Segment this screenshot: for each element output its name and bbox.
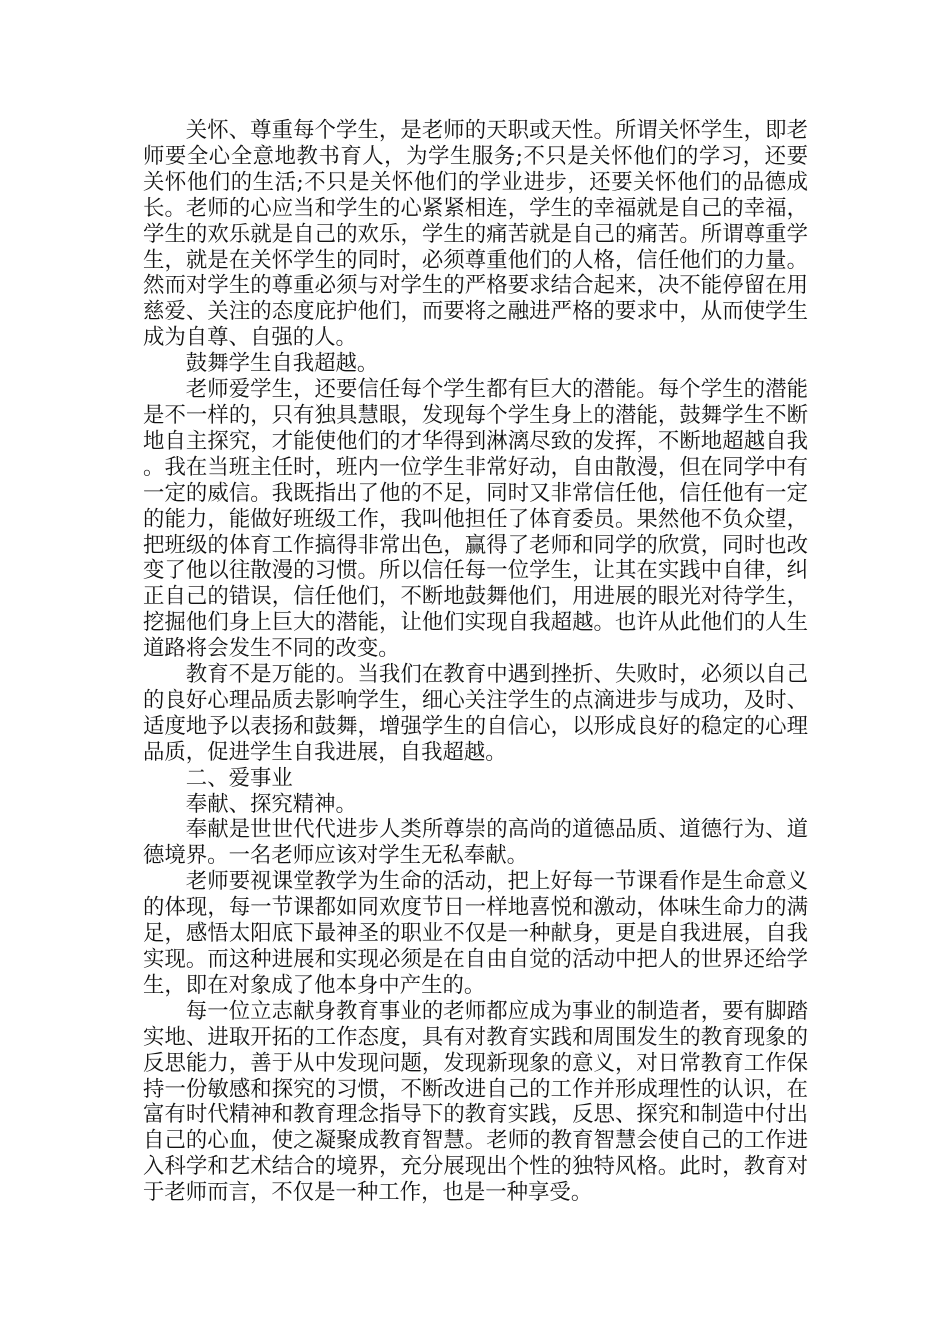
paragraph-classroom-teaching: 老师要视课堂教学为生命的活动，把上好每一节课看作是生命意义的体现，每一节课都如同欢度节日一样地喜悦和激动，体味生命力的满足，感悟太阳底下最神圣的职业不仅是一种献身，更是自我进展，自我实现。而这种进展和实现必须是在自由自觉的活动中把人的世界还给学生，即在对象成了他本身中产生的。	[143, 869, 808, 998]
paragraph-education-not-omnipotent: 教育不是万能的。当我们在教育中遇到挫折、失败时，必须以自己的良好心理品质去影响学生，细心关注学生的点滴进步与成功，及时、适度地予以表扬和鼓舞，增强学生的自信心，以形成良好的稳定的心理品质，促进学生自我进展，自我超越。	[143, 662, 808, 765]
paragraph-dedication: 奉献是世世代代进步人类所尊崇的高尚的道德品质、道德行为、道德境界。一名老师应该对学生无私奉献。	[143, 817, 808, 869]
section-heading-love-career: 二、爱事业	[185, 765, 293, 791]
paragraph-trust-potential: 老师爱学生，还要信任每个学生都有巨大的潜能。每个学生的潜能是不一样的，只有独具慧眼，发现每个学生身上的潜能，鼓舞学生不断地自主探究，才能使他们的才华得到淋漓尽致的发挥，不断地超越自我。我在当班主任时，班内一位学生非常好动，自由散漫，但在同学中有一定的威信。我既指出了他的不足，同时又非常信任他，信任他有一定的能力，能做好班级工作，我叫他担任了体育委员。果然他不负众望，把班级的体育工作搞得非常出色，赢得了老师和同学的欣赏，同时也改变了他以往散漫的习惯。所以信任每一位学生，让其在实践中自律，纠正自己的错误，信任他们，不断地鼓舞他们，用进展的眼光对待学生，挖掘他们身上巨大的潜能，让他们实现自我超越。也许从此他们的人生道路将会发生不同的改变。	[143, 377, 808, 662]
paragraph-care-respect: 关怀、尊重每个学生，是老师的天职或天性。所谓关怀学生，即老师要全心全意地教书育人，为学生服务;不只是关怀他们的学习，还要关怀他们的生活;不只是关怀他们的学业进步，还要关怀他们的品德成长。老师的心应当和学生的心紧紧相连，学生的幸福就是自己的幸福，学生的欢乐就是自己的欢乐，学生的痛苦就是自己的痛苦。所谓尊重学生，就是在关怀学生的同时，必须尊重他们的人格，信任他们的力量。然而对学生的尊重必须与对学生的严格要求结合起来，决不能停留在用慈爱、关注的态度庇护他们，而要将之融进严格的要求中，从而使学生成为自尊、自强的人。	[143, 118, 808, 351]
paragraph-heading-encourage: 鼓舞学生自我超越。	[185, 351, 379, 377]
paragraph-teacher-creator: 每一位立志献身教育事业的老师都应成为事业的制造者，要有脚踏实地、进取开拓的工作态度，具有对教育实践和周围发生的教育现象的反思能力，善于从中发现问题，发现新现象的意义，对日常教育工作保持一份敏感和探究的习惯，不断改进自己的工作并形成理性的认识，在富有时代精神和教育理念指导下的教育实践，反思、探究和制造中付出自己的心血，使之凝聚成教育智慧。老师的教育智慧会使自己的工作进入科学和艺术结合的境界，充分展现出个性的独特风格。此时，教育对于老师而言，不仅是一种工作，也是一种享受。	[143, 998, 808, 1206]
document-body	[143, 118, 808, 1206]
paragraph-heading-dedication: 奉献、探究精神。	[185, 791, 357, 817]
